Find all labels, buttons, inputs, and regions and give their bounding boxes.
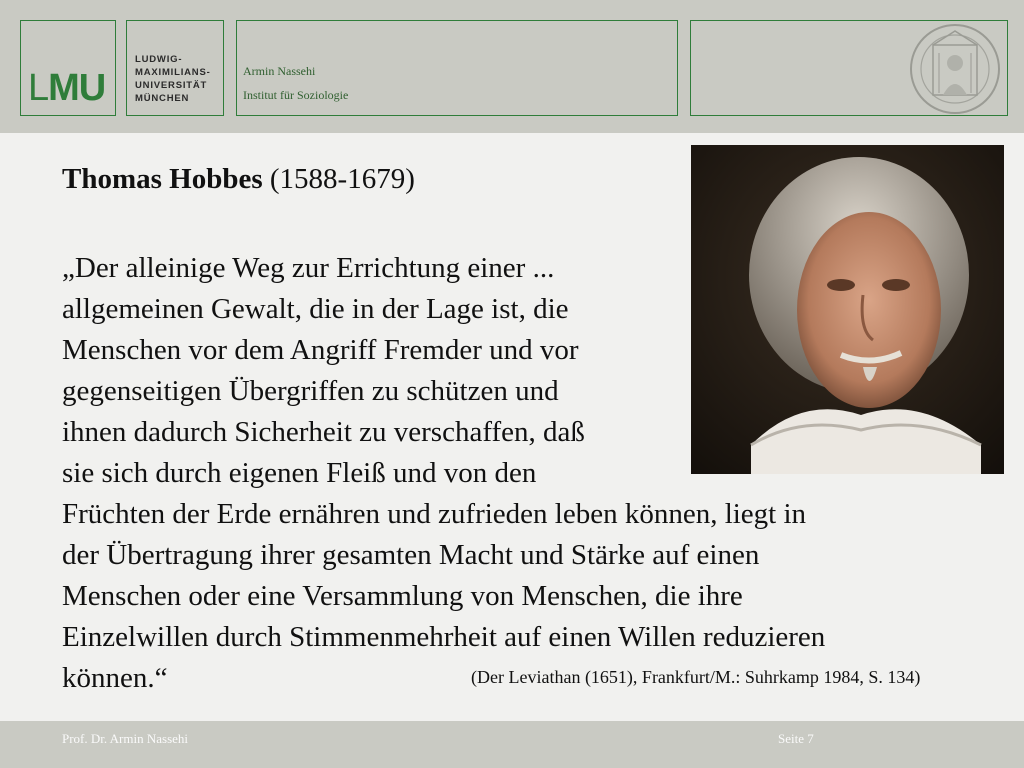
author-name: Armin Nassehi [243,64,316,78]
lmu-logo-text: LMU [28,67,106,109]
quote-line: „Der alleinige Weg zur Errichtung einer ... [62,252,555,284]
quote-line: Menschen vor dem Angriff Fremder und vor [62,334,579,366]
university-seal-icon [909,23,1001,115]
slide-footer [0,721,1024,768]
institute-name: Institut für Soziologie [243,88,349,102]
university-line: MAXIMILIANS- [135,67,211,78]
quote-line: ihnen dadurch Sicherheit zu verschaffen, daß [62,416,585,448]
quote-line: Einzelwillen durch Stimmenmehrheit auf einen Willen reduzieren [62,621,826,653]
quote-line: der Übertragung ihrer gesamten Macht und Stärke auf einen [62,539,760,571]
page-number: Seite 7 [778,731,814,746]
quote-line: können.“ [62,662,168,694]
title-name: Thomas Hobbes [62,163,263,195]
slide-header [0,0,1024,133]
quote-line: Früchten der Erde ernähren und zufrieden leben können, liegt in [62,498,807,530]
quote-line: allgemeinen Gewalt, die in der Lage ist, die [62,293,569,325]
university-line: UNIVERSITÄT [135,80,208,91]
quote-line: gegenseitigen Übergriffen zu schützen und [62,375,559,407]
university-name [135,53,211,105]
quote-line: sie sich durch eigenen Fleiß und von den [62,457,537,489]
university-line: MÜNCHEN [135,93,190,104]
citation: (Der Leviathan (1651), Frankfurt/M.: Suhrkamp 1984, S. 134) [471,667,921,687]
quote-line: Menschen oder eine Versammlung von Menschen, die ihre [62,580,743,612]
university-name-box [126,20,224,116]
slide-title [62,163,415,196]
seal-box [690,20,1008,116]
author-box [236,20,678,116]
quote-text [62,248,982,699]
footer-author: Prof. Dr. Armin Nassehi [62,731,189,746]
university-line: LUDWIG- [135,54,183,65]
lmu-logo [20,20,116,116]
title-years: (1588-1679) [269,163,415,195]
